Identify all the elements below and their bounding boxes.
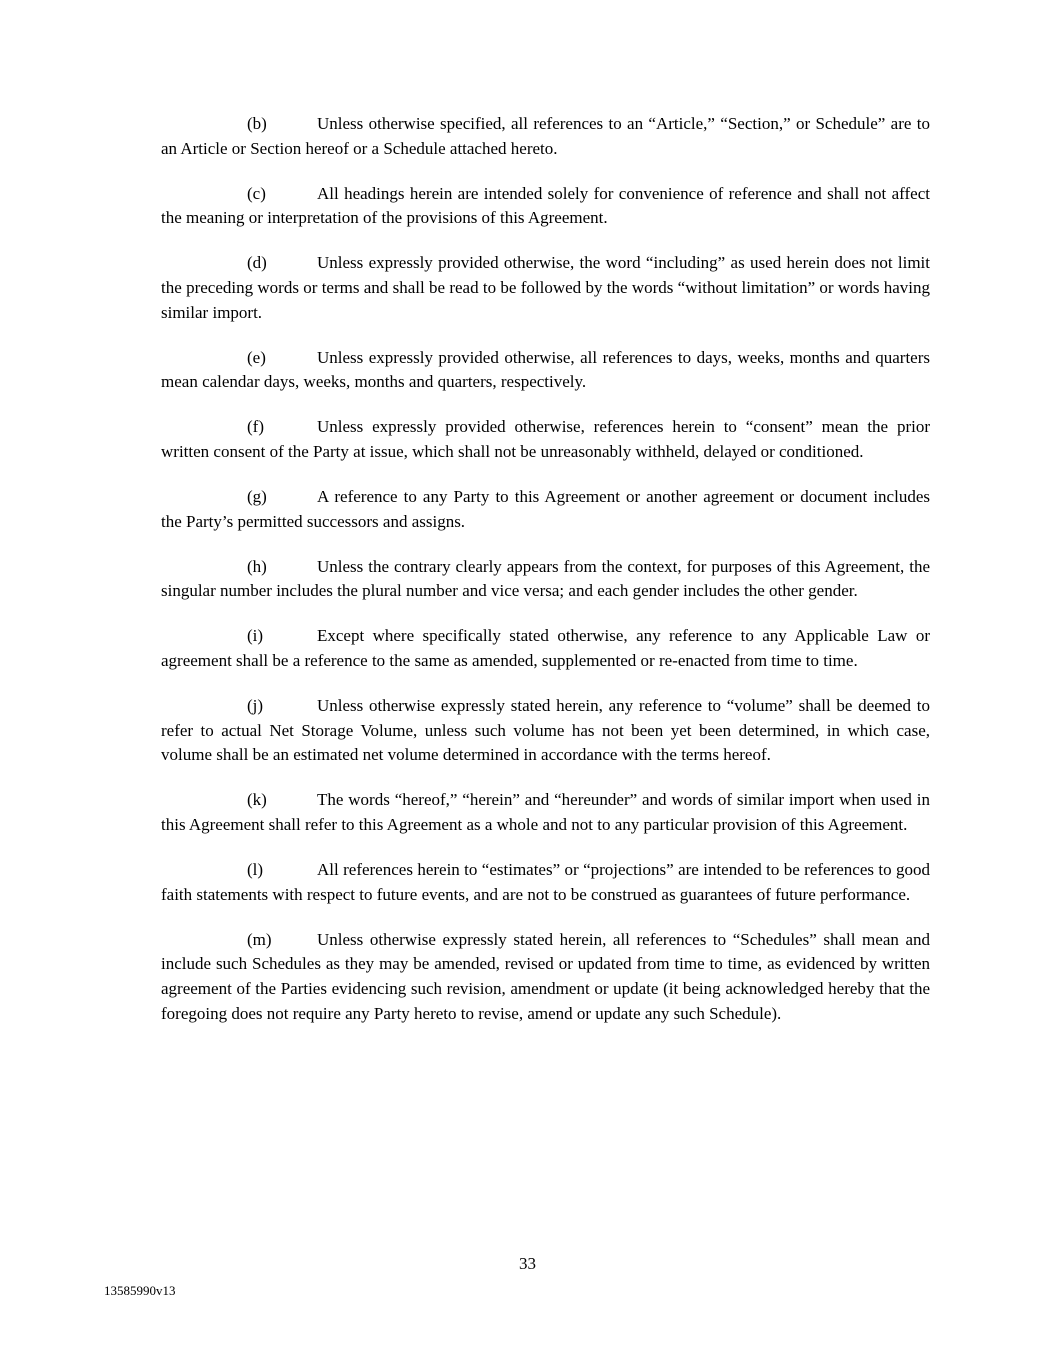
paragraph-d xyxy=(161,251,930,325)
paragraph-e-text: Unless expressly provided otherwise, all references to days, weeks, months and quarters mean calendar days, weeks, months and quarters, respectively. xyxy=(161,347,930,392)
paragraph-h xyxy=(161,555,930,604)
paragraph-g-label: (g) xyxy=(247,487,267,507)
paragraph-m xyxy=(161,928,930,1026)
paragraph-c xyxy=(161,182,930,231)
paragraph-l-label: (l) xyxy=(247,860,264,880)
paragraph-k-text: The words “hereof,” “herein” and “hereunder” and words of similar import when used in this Agreement shall refer to this Agreement as a whole and not to any particular provision of this Agreement. xyxy=(161,790,930,834)
paragraph-b xyxy=(161,112,930,161)
paragraph-g xyxy=(161,485,930,534)
paragraph-c-text: All headings herein are intended solely for convenience of reference and shall not affect the meaning or interpretation of the provisions of this Agreement. xyxy=(161,183,930,228)
paragraph-e-label: (e) xyxy=(247,347,266,367)
paragraph-h-text: Unless the contrary clearly appears from the context, for purposes of this Agreement, the singular number includes the plural number and vice versa; and each gender includes the other gender. xyxy=(161,556,930,601)
paragraph-b-text: Unless otherwise specified, all references to an “Article,” “Section,” or Schedule” are to an Article or Section hereof or a Schedule attached hereto. xyxy=(161,114,930,158)
paragraph-l xyxy=(161,858,930,907)
paragraph-g-text: A reference to any Party to this Agreement or another agreement or document includes the Party’s permitted successors and assigns. xyxy=(161,487,930,531)
paragraph-m-text: Unless otherwise expressly stated herein, all references to “Schedules” shall mean and include such Schedules as they may be amended, revised or updated from time to time, as evidenced by written agreement of the Parties evidencing such revision, amendment or update (it being acknowledged hereby that the foregoing does not require any Party hereto to revise, amend or update any such Schedule). xyxy=(161,929,930,1023)
paragraph-k xyxy=(161,788,930,837)
paragraph-h-label: (h) xyxy=(247,556,267,576)
paragraph-j xyxy=(161,694,930,768)
paragraph-j-text: Unless otherwise expressly stated herein, any reference to “volume” shall be deemed to refer to actual Net Storage Volume, unless such volume has not been yet been determined, in which case, volume shall be an estimated net volume determined in accordance with the terms hereof. xyxy=(161,696,930,765)
paragraph-b-label: (b) xyxy=(247,114,267,133)
document-body xyxy=(161,112,930,1047)
paragraph-d-label: (d) xyxy=(247,253,267,273)
paragraph-e xyxy=(161,346,930,395)
paragraph-i xyxy=(161,624,930,673)
paragraph-i-text: Except where specifically stated otherwise, any reference to any Applicable Law or agreement shall be a reference to the same as amended, supplemented or re-enacted from time to time. xyxy=(161,626,930,670)
paragraph-l-text: All references herein to “estimates” or “projections” are intended to be references to good faith statements with respect to future events, and are not to be construed as guarantees of future performance. xyxy=(161,860,930,904)
page-number: 33 xyxy=(519,1254,536,1273)
document-id-footer: 13585990v13 xyxy=(104,1283,176,1298)
paragraph-j-label: (j) xyxy=(247,696,264,716)
paragraph-c-label: (c) xyxy=(247,183,266,203)
paragraph-f-text: Unless expressly provided otherwise, references herein to “consent” mean the prior written consent of the Party at issue, which shall not be unreasonably withheld, delayed or conditioned. xyxy=(161,417,930,461)
paragraph-f-label: (f) xyxy=(247,417,264,437)
paragraph-d-text: Unless expressly provided otherwise, the word “including” as used herein does not limit the preceding words or terms and shall be read to be followed by the words “without limitation” or words having similar import. xyxy=(161,253,930,322)
paragraph-i-label: (i) xyxy=(247,626,264,646)
paragraph-m-label: (m) xyxy=(247,929,272,949)
paragraph-k-label: (k) xyxy=(247,790,267,810)
paragraph-f xyxy=(161,415,930,464)
